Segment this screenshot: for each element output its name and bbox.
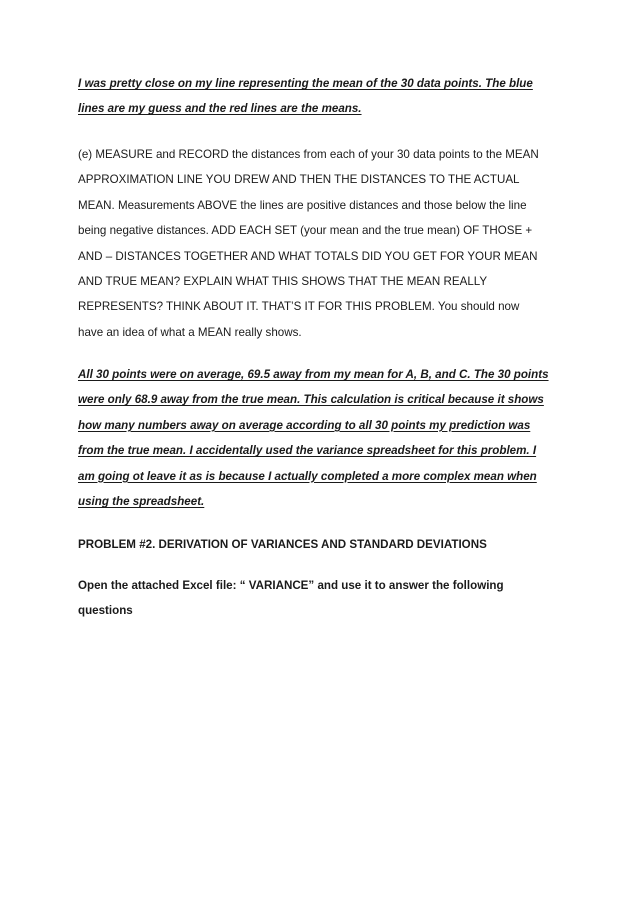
heading-line: PROBLEM #2. DERIVATION OF VARIANCES AND STANDARD DEVIATIONS: [78, 538, 487, 551]
question-e-paragraph: [78, 142, 578, 345]
text-line: Open the attached Excel file: “ VARIANCE” and use it to answer the following: [78, 579, 504, 592]
text-line: AND – DISTANCES TOGETHER AND WHAT TOTALS DID YOU GET FOR YOUR MEAN: [78, 249, 538, 263]
text-line: APPROXIMATION LINE YOU DREW AND THEN THE DISTANCES TO THE ACTUAL: [78, 173, 520, 187]
text-line: being negative distances. ADD EACH SET (your mean and the true mean) OF THOSE +: [78, 224, 533, 238]
answer-e-paragraph: [78, 362, 578, 514]
text-line: using the spreadsheet.: [78, 495, 205, 509]
text-line: All 30 points were on average, 69.5 away from my mean for A, B, and C. The 30 points: [78, 368, 549, 381]
problem-2-heading: [78, 532, 578, 557]
text-line: (e) MEASURE and RECORD the distances from each of your 30 data points to the MEAN: [78, 148, 539, 161]
text-line: lines are my guess and the red lines are the means.: [78, 102, 362, 116]
text-line: MEAN. Measurements ABOVE the lines are positive distances and those below the line: [78, 198, 527, 212]
text-line: from the true mean. I accidentally used the variance spreadsheet for this problem. I: [78, 444, 537, 458]
text-line: REPRESENTS? THINK ABOUT IT. THAT’S IT FOR THIS PROBLEM. You should now: [78, 300, 520, 314]
text-line: how many numbers away on average according to all 30 points my prediction was: [78, 418, 531, 432]
text-line: questions: [78, 604, 133, 618]
text-line: were only 68.9 away from the true mean. This calculation is critical because it shows: [78, 393, 544, 407]
text-line: am going ot leave it as is because I actually completed a more complex mean when: [78, 469, 537, 483]
text-line: have an idea of what a MEAN really shows.: [78, 325, 302, 339]
problem-2-intro: [78, 573, 578, 624]
answer-d-paragraph: [78, 71, 578, 122]
text-line: I was pretty close on my line representing the mean of the 30 data points. The blue: [78, 77, 533, 90]
text-line: AND TRUE MEAN? EXPLAIN WHAT THIS SHOWS THAT THE MEAN REALLY: [78, 275, 488, 289]
